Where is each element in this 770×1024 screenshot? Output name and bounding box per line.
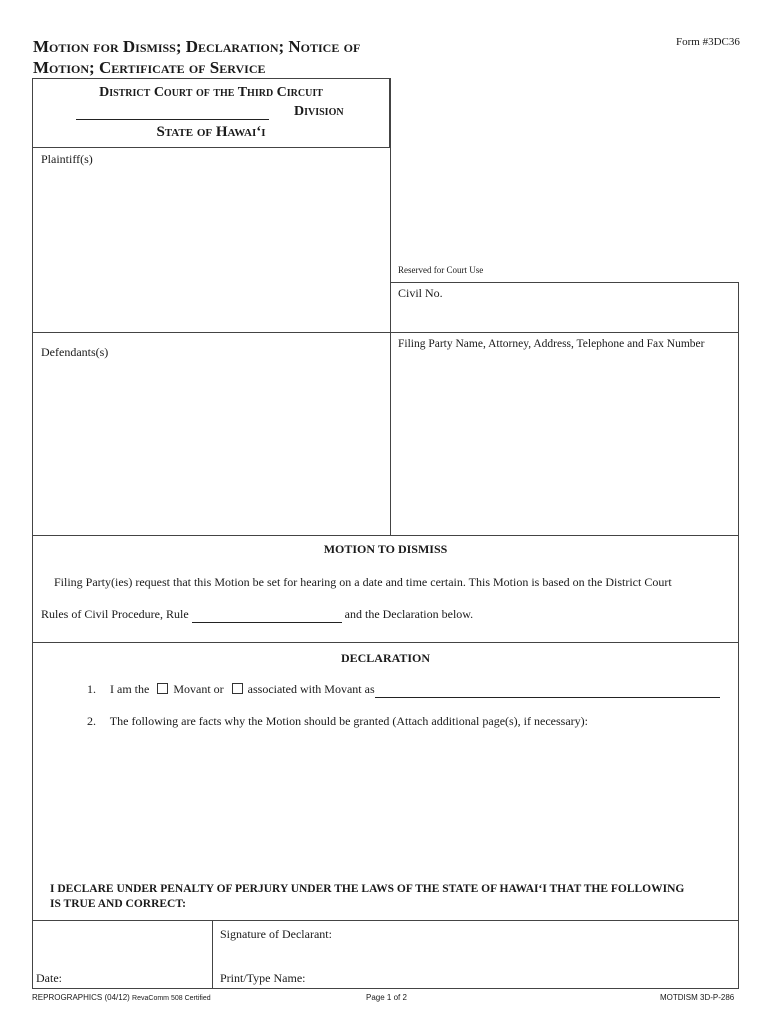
reserved-label: Reserved for Court Use xyxy=(398,265,484,275)
facts-field[interactable] xyxy=(40,734,730,874)
declaration-item-1 xyxy=(87,682,720,698)
association-blank[interactable] xyxy=(375,682,720,698)
plaintiff-field[interactable] xyxy=(33,166,389,330)
defendant-field[interactable] xyxy=(33,362,389,532)
division-blank[interactable] xyxy=(76,119,269,120)
civil-no-field[interactable] xyxy=(392,302,736,330)
filing-party-field[interactable] xyxy=(392,356,736,532)
state-name: State of Hawaiʻi xyxy=(156,124,266,140)
item1-number: 1. xyxy=(87,682,96,696)
print-name-label: Print/Type Name: xyxy=(220,971,306,985)
footer-left xyxy=(32,993,211,1002)
revacomm-note: RevaComm 508 Certified xyxy=(132,995,211,1002)
associated-option-label: associated with Movant as xyxy=(247,682,375,696)
item2-text: The following are facts why the Motion should be granted (Attach additional page(s), if necessary): xyxy=(109,714,588,728)
perjury-line1: I DECLARE UNDER PENALTY OF PERJURY UNDER THE LAWS OF THE STATE OF HAWAIʻI THAT THE FOLLOWING xyxy=(50,883,685,895)
document-title xyxy=(33,36,360,78)
reprographics-code: REPROGRAPHICS (04/12) xyxy=(32,993,130,1002)
date-field[interactable] xyxy=(74,968,208,986)
document-title-line2: Motion; Certificate of Service xyxy=(33,58,266,77)
motion-heading: MOTION TO DISMISS xyxy=(323,542,448,556)
rule-prefix: Rules of Civil Procedure, Rule xyxy=(41,607,189,621)
division-label: Division xyxy=(294,104,344,119)
date-label: Date: xyxy=(36,971,62,985)
item1-prefix: I am the xyxy=(110,682,150,696)
associated-checkbox[interactable] xyxy=(232,683,243,694)
civil-no-label: Civil No. xyxy=(398,286,443,300)
declaration-heading: DECLARATION xyxy=(340,651,431,665)
form-code: MOTDISM 3D-P-286 xyxy=(660,993,735,1002)
rule-suffix: and the Declaration below. xyxy=(344,607,474,621)
perjury-line2: IS TRUE AND CORRECT: xyxy=(50,898,187,910)
form-number: Form #3DC36 xyxy=(676,36,740,48)
motion-text-line1: Filing Party(ies) request that this Motion be set for hearing on a date and time certain. This Motion is based on the District Court xyxy=(54,575,672,589)
document-title-line1: Motion for Dismiss; Declaration; Notice of xyxy=(33,37,361,56)
motion-text-line2 xyxy=(41,607,473,623)
court-name: District Court of the Third Circuit xyxy=(99,85,323,100)
movant-checkbox[interactable] xyxy=(157,683,168,694)
signature-field[interactable] xyxy=(220,944,735,970)
page-number: Page 1 of 2 xyxy=(366,993,407,1002)
item2-number: 2. xyxy=(87,714,96,728)
signature-label: Signature of Declarant: xyxy=(220,927,332,941)
rule-number-blank[interactable] xyxy=(192,607,342,623)
print-name-field[interactable] xyxy=(316,968,734,986)
perjury-statement xyxy=(50,882,684,912)
filing-party-label: Filing Party Name, Attorney, Address, Telephone and Fax Number xyxy=(398,338,705,350)
declaration-item-2 xyxy=(87,714,588,729)
movant-option-label: Movant or xyxy=(173,682,224,696)
defendant-label: Defendants(s) xyxy=(41,345,109,359)
plaintiff-label: Plaintiff(s) xyxy=(41,152,93,166)
